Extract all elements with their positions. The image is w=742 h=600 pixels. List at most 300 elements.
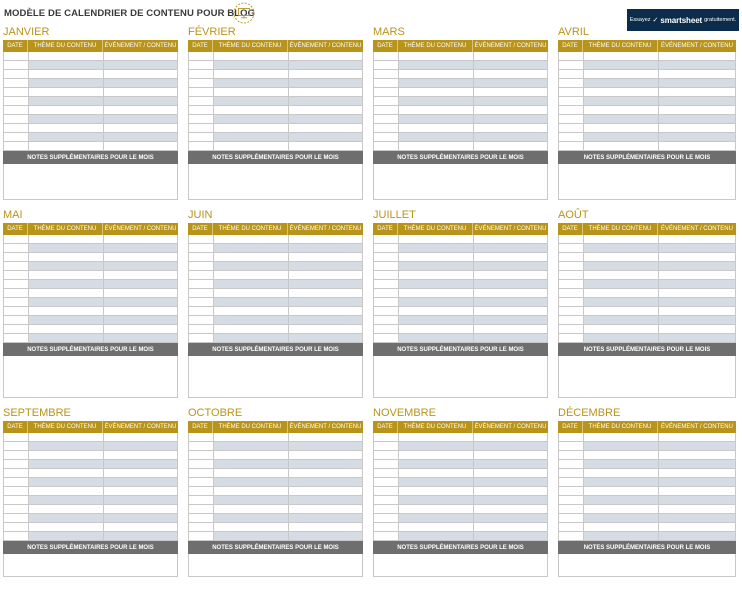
date-cell[interactable] (4, 97, 29, 105)
event-cell[interactable] (659, 289, 735, 297)
theme-cell[interactable] (214, 253, 289, 261)
theme-cell[interactable] (214, 451, 289, 459)
date-cell[interactable] (189, 70, 214, 78)
event-cell[interactable] (289, 97, 362, 105)
theme-cell[interactable] (584, 487, 659, 495)
theme-cell[interactable] (584, 97, 659, 105)
theme-cell[interactable] (584, 280, 659, 288)
theme-cell[interactable] (584, 325, 659, 333)
theme-cell[interactable] (399, 451, 474, 459)
event-cell[interactable] (659, 316, 735, 324)
date-cell[interactable] (189, 451, 214, 459)
theme-cell[interactable] (399, 469, 474, 477)
date-cell[interactable] (189, 298, 214, 306)
event-cell[interactable] (289, 298, 362, 306)
event-cell[interactable] (289, 271, 362, 279)
event-cell[interactable] (659, 532, 735, 540)
event-cell[interactable] (474, 52, 547, 60)
event-cell[interactable] (104, 523, 177, 531)
theme-cell[interactable] (584, 271, 659, 279)
date-cell[interactable] (559, 61, 584, 69)
event-cell[interactable] (659, 253, 735, 261)
event-cell[interactable] (659, 325, 735, 333)
date-cell[interactable] (189, 325, 214, 333)
theme-cell[interactable] (584, 451, 659, 459)
event-cell[interactable] (104, 88, 177, 96)
event-cell[interactable] (289, 505, 362, 513)
theme-cell[interactable] (29, 316, 104, 324)
date-cell[interactable] (4, 142, 29, 150)
date-cell[interactable] (374, 469, 399, 477)
theme-cell[interactable] (29, 469, 104, 477)
event-cell[interactable] (104, 298, 177, 306)
event-cell[interactable] (474, 235, 547, 243)
date-cell[interactable] (374, 433, 399, 441)
event-cell[interactable] (104, 487, 177, 495)
date-cell[interactable] (4, 235, 29, 243)
event-cell[interactable] (474, 271, 547, 279)
event-cell[interactable] (289, 451, 362, 459)
event-cell[interactable] (104, 253, 177, 261)
date-cell[interactable] (189, 88, 214, 96)
event-cell[interactable] (474, 307, 547, 315)
date-cell[interactable] (4, 289, 29, 297)
event-cell[interactable] (659, 70, 735, 78)
theme-cell[interactable] (584, 496, 659, 504)
event-cell[interactable] (474, 79, 547, 87)
theme-cell[interactable] (214, 514, 289, 522)
date-cell[interactable] (559, 460, 584, 468)
date-cell[interactable] (189, 52, 214, 60)
date-cell[interactable] (374, 79, 399, 87)
date-cell[interactable] (559, 70, 584, 78)
theme-cell[interactable] (29, 79, 104, 87)
notes-box[interactable] (188, 164, 363, 200)
date-cell[interactable] (4, 307, 29, 315)
date-cell[interactable] (374, 505, 399, 513)
theme-cell[interactable] (584, 532, 659, 540)
date-cell[interactable] (4, 253, 29, 261)
event-cell[interactable] (474, 514, 547, 522)
event-cell[interactable] (474, 298, 547, 306)
date-cell[interactable] (559, 532, 584, 540)
theme-cell[interactable] (399, 289, 474, 297)
event-cell[interactable] (104, 478, 177, 486)
date-cell[interactable] (374, 235, 399, 243)
event-cell[interactable] (289, 514, 362, 522)
theme-cell[interactable] (214, 523, 289, 531)
notes-box[interactable] (373, 356, 548, 398)
theme-cell[interactable] (214, 262, 289, 270)
date-cell[interactable] (4, 106, 29, 114)
date-cell[interactable] (559, 142, 584, 150)
theme-cell[interactable] (29, 478, 104, 486)
theme-cell[interactable] (29, 97, 104, 105)
date-cell[interactable] (189, 262, 214, 270)
theme-cell[interactable] (399, 133, 474, 141)
theme-cell[interactable] (399, 460, 474, 468)
event-cell[interactable] (289, 460, 362, 468)
theme-cell[interactable] (584, 115, 659, 123)
theme-cell[interactable] (214, 106, 289, 114)
event-cell[interactable] (289, 289, 362, 297)
date-cell[interactable] (4, 280, 29, 288)
event-cell[interactable] (474, 124, 547, 132)
date-cell[interactable] (189, 496, 214, 504)
date-cell[interactable] (559, 325, 584, 333)
theme-cell[interactable] (399, 505, 474, 513)
event-cell[interactable] (104, 244, 177, 252)
event-cell[interactable] (474, 115, 547, 123)
event-cell[interactable] (289, 496, 362, 504)
event-cell[interactable] (104, 271, 177, 279)
theme-cell[interactable] (214, 271, 289, 279)
date-cell[interactable] (374, 514, 399, 522)
date-cell[interactable] (559, 334, 584, 342)
theme-cell[interactable] (584, 469, 659, 477)
date-cell[interactable] (189, 316, 214, 324)
notes-box[interactable] (373, 554, 548, 577)
theme-cell[interactable] (399, 97, 474, 105)
date-cell[interactable] (4, 316, 29, 324)
theme-cell[interactable] (584, 514, 659, 522)
theme-cell[interactable] (584, 307, 659, 315)
event-cell[interactable] (289, 487, 362, 495)
theme-cell[interactable] (399, 70, 474, 78)
event-cell[interactable] (659, 334, 735, 342)
event-cell[interactable] (659, 88, 735, 96)
theme-cell[interactable] (399, 142, 474, 150)
event-cell[interactable] (474, 289, 547, 297)
date-cell[interactable] (559, 253, 584, 261)
theme-cell[interactable] (29, 271, 104, 279)
event-cell[interactable] (474, 433, 547, 441)
theme-cell[interactable] (29, 307, 104, 315)
theme-cell[interactable] (399, 298, 474, 306)
date-cell[interactable] (4, 298, 29, 306)
date-cell[interactable] (4, 487, 29, 495)
event-cell[interactable] (474, 262, 547, 270)
date-cell[interactable] (4, 61, 29, 69)
event-cell[interactable] (289, 433, 362, 441)
theme-cell[interactable] (584, 523, 659, 531)
date-cell[interactable] (4, 442, 29, 450)
event-cell[interactable] (474, 244, 547, 252)
event-cell[interactable] (474, 451, 547, 459)
date-cell[interactable] (559, 523, 584, 531)
event-cell[interactable] (104, 325, 177, 333)
theme-cell[interactable] (399, 262, 474, 270)
theme-cell[interactable] (29, 133, 104, 141)
date-cell[interactable] (559, 244, 584, 252)
theme-cell[interactable] (584, 124, 659, 132)
theme-cell[interactable] (584, 244, 659, 252)
date-cell[interactable] (559, 298, 584, 306)
event-cell[interactable] (289, 133, 362, 141)
date-cell[interactable] (189, 244, 214, 252)
theme-cell[interactable] (29, 262, 104, 270)
theme-cell[interactable] (29, 70, 104, 78)
event-cell[interactable] (289, 142, 362, 150)
date-cell[interactable] (374, 325, 399, 333)
theme-cell[interactable] (29, 142, 104, 150)
theme-cell[interactable] (214, 532, 289, 540)
event-cell[interactable] (289, 307, 362, 315)
event-cell[interactable] (289, 79, 362, 87)
theme-cell[interactable] (214, 298, 289, 306)
theme-cell[interactable] (214, 478, 289, 486)
theme-cell[interactable] (214, 97, 289, 105)
theme-cell[interactable] (29, 52, 104, 60)
event-cell[interactable] (104, 235, 177, 243)
event-cell[interactable] (289, 244, 362, 252)
event-cell[interactable] (474, 523, 547, 531)
date-cell[interactable] (189, 142, 214, 150)
theme-cell[interactable] (214, 505, 289, 513)
date-cell[interactable] (4, 478, 29, 486)
event-cell[interactable] (104, 133, 177, 141)
theme-cell[interactable] (399, 235, 474, 243)
event-cell[interactable] (659, 133, 735, 141)
theme-cell[interactable] (399, 106, 474, 114)
date-cell[interactable] (559, 235, 584, 243)
theme-cell[interactable] (584, 88, 659, 96)
theme-cell[interactable] (584, 52, 659, 60)
event-cell[interactable] (659, 115, 735, 123)
theme-cell[interactable] (584, 505, 659, 513)
date-cell[interactable] (189, 124, 214, 132)
date-cell[interactable] (559, 79, 584, 87)
date-cell[interactable] (374, 307, 399, 315)
date-cell[interactable] (4, 433, 29, 441)
date-cell[interactable] (559, 97, 584, 105)
theme-cell[interactable] (29, 325, 104, 333)
theme-cell[interactable] (399, 325, 474, 333)
notes-box[interactable] (3, 164, 178, 200)
theme-cell[interactable] (399, 253, 474, 261)
date-cell[interactable] (189, 307, 214, 315)
date-cell[interactable] (189, 253, 214, 261)
theme-cell[interactable] (29, 280, 104, 288)
theme-cell[interactable] (214, 307, 289, 315)
theme-cell[interactable] (399, 496, 474, 504)
theme-cell[interactable] (399, 487, 474, 495)
date-cell[interactable] (374, 280, 399, 288)
event-cell[interactable] (474, 532, 547, 540)
date-cell[interactable] (189, 61, 214, 69)
date-cell[interactable] (374, 496, 399, 504)
notes-box[interactable] (3, 554, 178, 577)
theme-cell[interactable] (584, 298, 659, 306)
event-cell[interactable] (104, 52, 177, 60)
event-cell[interactable] (289, 442, 362, 450)
date-cell[interactable] (374, 451, 399, 459)
theme-cell[interactable] (214, 61, 289, 69)
event-cell[interactable] (659, 280, 735, 288)
date-cell[interactable] (4, 469, 29, 477)
event-cell[interactable] (474, 496, 547, 504)
notes-box[interactable] (188, 356, 363, 398)
notes-box[interactable] (373, 164, 548, 200)
theme-cell[interactable] (399, 79, 474, 87)
theme-cell[interactable] (214, 469, 289, 477)
event-cell[interactable] (289, 280, 362, 288)
theme-cell[interactable] (584, 289, 659, 297)
theme-cell[interactable] (399, 52, 474, 60)
date-cell[interactable] (559, 289, 584, 297)
event-cell[interactable] (474, 325, 547, 333)
theme-cell[interactable] (399, 316, 474, 324)
date-cell[interactable] (374, 298, 399, 306)
date-cell[interactable] (374, 61, 399, 69)
date-cell[interactable] (559, 451, 584, 459)
theme-cell[interactable] (584, 442, 659, 450)
date-cell[interactable] (559, 496, 584, 504)
theme-cell[interactable] (29, 487, 104, 495)
event-cell[interactable] (474, 253, 547, 261)
event-cell[interactable] (659, 469, 735, 477)
event-cell[interactable] (474, 142, 547, 150)
theme-cell[interactable] (584, 133, 659, 141)
theme-cell[interactable] (214, 142, 289, 150)
event-cell[interactable] (289, 70, 362, 78)
date-cell[interactable] (4, 334, 29, 342)
notes-box[interactable] (3, 356, 178, 398)
date-cell[interactable] (189, 460, 214, 468)
event-cell[interactable] (659, 244, 735, 252)
event-cell[interactable] (104, 262, 177, 270)
event-cell[interactable] (659, 271, 735, 279)
date-cell[interactable] (374, 142, 399, 150)
date-cell[interactable] (189, 235, 214, 243)
theme-cell[interactable] (214, 235, 289, 243)
event-cell[interactable] (474, 106, 547, 114)
theme-cell[interactable] (399, 442, 474, 450)
event-cell[interactable] (474, 460, 547, 468)
event-cell[interactable] (104, 280, 177, 288)
theme-cell[interactable] (29, 523, 104, 531)
event-cell[interactable] (659, 142, 735, 150)
theme-cell[interactable] (29, 514, 104, 522)
event-cell[interactable] (104, 97, 177, 105)
theme-cell[interactable] (584, 70, 659, 78)
event-cell[interactable] (289, 253, 362, 261)
date-cell[interactable] (189, 334, 214, 342)
event-cell[interactable] (474, 88, 547, 96)
date-cell[interactable] (4, 88, 29, 96)
theme-cell[interactable] (214, 133, 289, 141)
theme-cell[interactable] (29, 442, 104, 450)
date-cell[interactable] (4, 70, 29, 78)
event-cell[interactable] (289, 325, 362, 333)
date-cell[interactable] (374, 244, 399, 252)
event-cell[interactable] (474, 442, 547, 450)
date-cell[interactable] (374, 460, 399, 468)
date-cell[interactable] (189, 442, 214, 450)
date-cell[interactable] (374, 97, 399, 105)
date-cell[interactable] (4, 505, 29, 513)
event-cell[interactable] (659, 433, 735, 441)
date-cell[interactable] (189, 97, 214, 105)
event-cell[interactable] (474, 505, 547, 513)
date-cell[interactable] (4, 115, 29, 123)
date-cell[interactable] (189, 106, 214, 114)
theme-cell[interactable] (214, 124, 289, 132)
date-cell[interactable] (4, 514, 29, 522)
date-cell[interactable] (559, 514, 584, 522)
theme-cell[interactable] (29, 298, 104, 306)
event-cell[interactable] (289, 115, 362, 123)
date-cell[interactable] (559, 52, 584, 60)
event-cell[interactable] (104, 442, 177, 450)
theme-cell[interactable] (29, 115, 104, 123)
event-cell[interactable] (659, 235, 735, 243)
event-cell[interactable] (289, 316, 362, 324)
date-cell[interactable] (374, 334, 399, 342)
theme-cell[interactable] (29, 235, 104, 243)
date-cell[interactable] (374, 478, 399, 486)
date-cell[interactable] (559, 124, 584, 132)
date-cell[interactable] (4, 523, 29, 531)
date-cell[interactable] (374, 70, 399, 78)
date-cell[interactable] (4, 532, 29, 540)
theme-cell[interactable] (29, 124, 104, 132)
theme-cell[interactable] (399, 523, 474, 531)
event-cell[interactable] (474, 133, 547, 141)
date-cell[interactable] (374, 262, 399, 270)
event-cell[interactable] (659, 124, 735, 132)
date-cell[interactable] (559, 442, 584, 450)
event-cell[interactable] (104, 514, 177, 522)
date-cell[interactable] (4, 325, 29, 333)
theme-cell[interactable] (214, 115, 289, 123)
theme-cell[interactable] (399, 280, 474, 288)
date-cell[interactable] (189, 79, 214, 87)
theme-cell[interactable] (399, 478, 474, 486)
theme-cell[interactable] (399, 334, 474, 342)
event-cell[interactable] (659, 442, 735, 450)
date-cell[interactable] (374, 523, 399, 531)
event-cell[interactable] (104, 469, 177, 477)
theme-cell[interactable] (399, 124, 474, 132)
theme-cell[interactable] (584, 433, 659, 441)
date-cell[interactable] (374, 106, 399, 114)
event-cell[interactable] (104, 79, 177, 87)
date-cell[interactable] (189, 532, 214, 540)
event-cell[interactable] (104, 334, 177, 342)
theme-cell[interactable] (29, 451, 104, 459)
theme-cell[interactable] (584, 262, 659, 270)
event-cell[interactable] (659, 106, 735, 114)
theme-cell[interactable] (29, 106, 104, 114)
theme-cell[interactable] (214, 460, 289, 468)
event-cell[interactable] (289, 88, 362, 96)
date-cell[interactable] (559, 280, 584, 288)
theme-cell[interactable] (214, 487, 289, 495)
date-cell[interactable] (4, 244, 29, 252)
event-cell[interactable] (474, 280, 547, 288)
date-cell[interactable] (559, 88, 584, 96)
date-cell[interactable] (374, 115, 399, 123)
theme-cell[interactable] (29, 505, 104, 513)
theme-cell[interactable] (29, 88, 104, 96)
theme-cell[interactable] (29, 532, 104, 540)
theme-cell[interactable] (214, 433, 289, 441)
event-cell[interactable] (659, 487, 735, 495)
theme-cell[interactable] (29, 244, 104, 252)
event-cell[interactable] (104, 451, 177, 459)
theme-cell[interactable] (214, 334, 289, 342)
